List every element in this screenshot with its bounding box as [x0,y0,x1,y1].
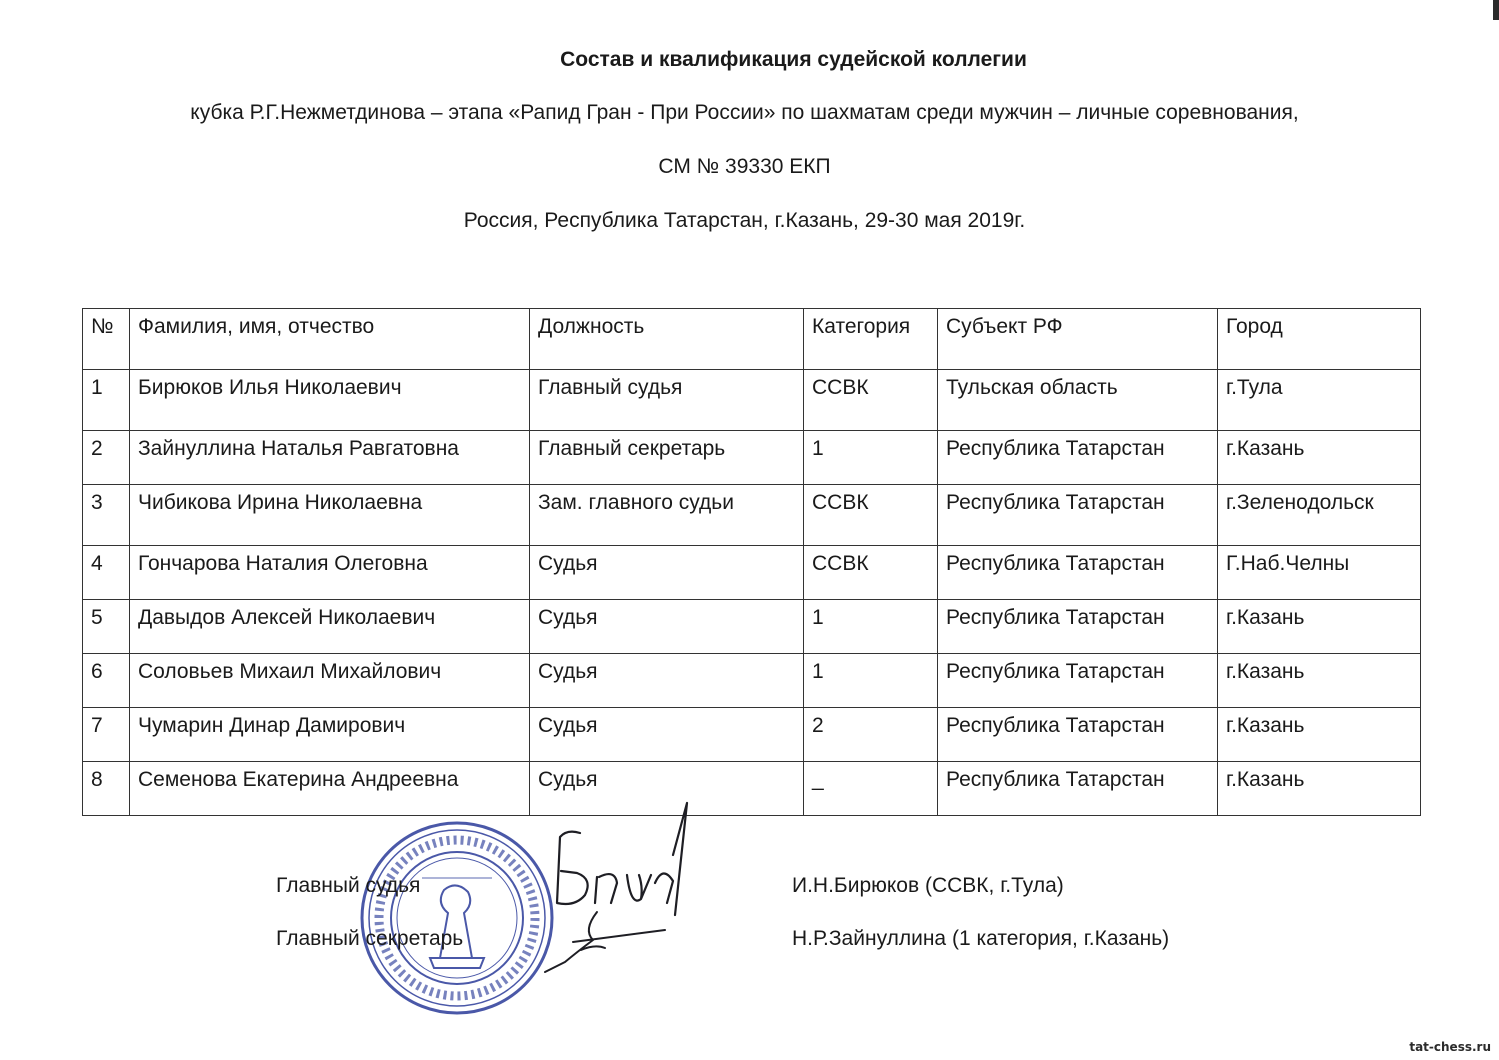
cell-number: 3 [83,485,130,546]
scan-edge-mark [1493,0,1499,20]
cell-city: г.Казань [1218,431,1421,485]
cell-number: 4 [83,546,130,600]
cell-category: 1 [804,654,938,708]
chief-secretary-name: Н.Р.Зайнуллина (1 категория, г.Казань) [792,927,1170,950]
cell-city: г.Казань [1218,762,1421,816]
cell-category: 1 [804,600,938,654]
column-header-position: Должность [530,309,804,370]
cell-category: ССВК [804,370,938,431]
document-subtitle: кубка Р.Г.Нежметдинова – этапа «Рапид Гран - При России» по шахматам среди мужчин – личные соревнования, [190,101,1299,124]
cell-number: 2 [83,431,130,485]
cell-region: Республика Татарстан [938,546,1218,600]
cell-category: 1 [804,431,938,485]
column-header-region: Субъект РФ [938,309,1218,370]
round-seal-stamp [352,818,562,1018]
cell-category: ССВК [804,485,938,546]
table-row [83,600,1421,654]
cell-position: Судья [530,546,804,600]
cell-category: _ [804,762,938,816]
cell-name: Бирюков Илья Николаевич [130,370,530,431]
table-row [83,654,1421,708]
cell-region: Республика Татарстан [938,708,1218,762]
column-header-name: Фамилия, имя, отчество [130,309,530,370]
table-row [83,431,1421,485]
cell-name: Соловьев Михаил Михайлович [130,654,530,708]
cell-number: 5 [83,600,130,654]
column-header-number: № [83,309,130,370]
cell-name: Чибикова Ирина Николаевна [130,485,530,546]
cell-position: Зам. главного судьи [530,485,804,546]
cell-position: Судья [530,600,804,654]
column-header-city: Город [1218,309,1421,370]
cell-position: Судья [530,708,804,762]
place-and-date: Россия, Республика Татарстан, г.Казань, 29-30 мая 2019г. [463,209,1026,232]
cell-city: г.Зеленодольск [1218,485,1421,546]
document-title: Состав и квалификация судейской коллегии [560,48,1027,71]
cell-region: Республика Татарстан [938,762,1218,816]
cell-position: Главный секретарь [530,431,804,485]
table-row [83,546,1421,600]
table-row [83,762,1421,816]
cell-city: г.Казань [1218,600,1421,654]
cell-name: Зайнуллина Наталья Равгатовна [130,431,530,485]
cell-name: Давыдов Алексей Николаевич [130,600,530,654]
cell-city: г.Тула [1218,370,1421,431]
registration-number: СМ № 39330 ЕКП [658,155,831,178]
cell-number: 1 [83,370,130,431]
table-row [83,370,1421,431]
judges-table [82,308,1421,816]
cell-category: ССВК [804,546,938,600]
cell-region: Республика Татарстан [938,600,1218,654]
cell-region: Республика Татарстан [938,654,1218,708]
cell-number: 6 [83,654,130,708]
cell-number: 7 [83,708,130,762]
cell-name: Гончарова Наталия Олеговна [130,546,530,600]
cell-category: 2 [804,708,938,762]
column-header-category: Категория [804,309,938,370]
site-watermark: tat-chess.ru [1409,1040,1491,1054]
cell-name: Семенова Екатерина Андреевна [130,762,530,816]
chief-secretary-label: Главный секретарь [276,927,464,950]
cell-city: Г.Наб.Челны [1218,546,1421,600]
cell-city: г.Казань [1218,708,1421,762]
cell-region: Республика Татарстан [938,431,1218,485]
table-row [83,485,1421,546]
chief-judge-name: И.Н.Бирюков (ССВК, г.Тула) [792,874,1064,897]
table-row [83,708,1421,762]
cell-name: Чумарин Динар Дамирович [130,708,530,762]
cell-city: г.Казань [1218,654,1421,708]
cell-region: Республика Татарстан [938,485,1218,546]
table-header-row [83,309,1421,370]
cell-position: Судья [530,762,804,816]
cell-position: Главный судья [530,370,804,431]
chief-judge-label: Главный судья [276,874,421,897]
cell-position: Судья [530,654,804,708]
cell-region: Тульская область [938,370,1218,431]
handwritten-signature-secretary [535,900,675,980]
cell-number: 8 [83,762,130,816]
